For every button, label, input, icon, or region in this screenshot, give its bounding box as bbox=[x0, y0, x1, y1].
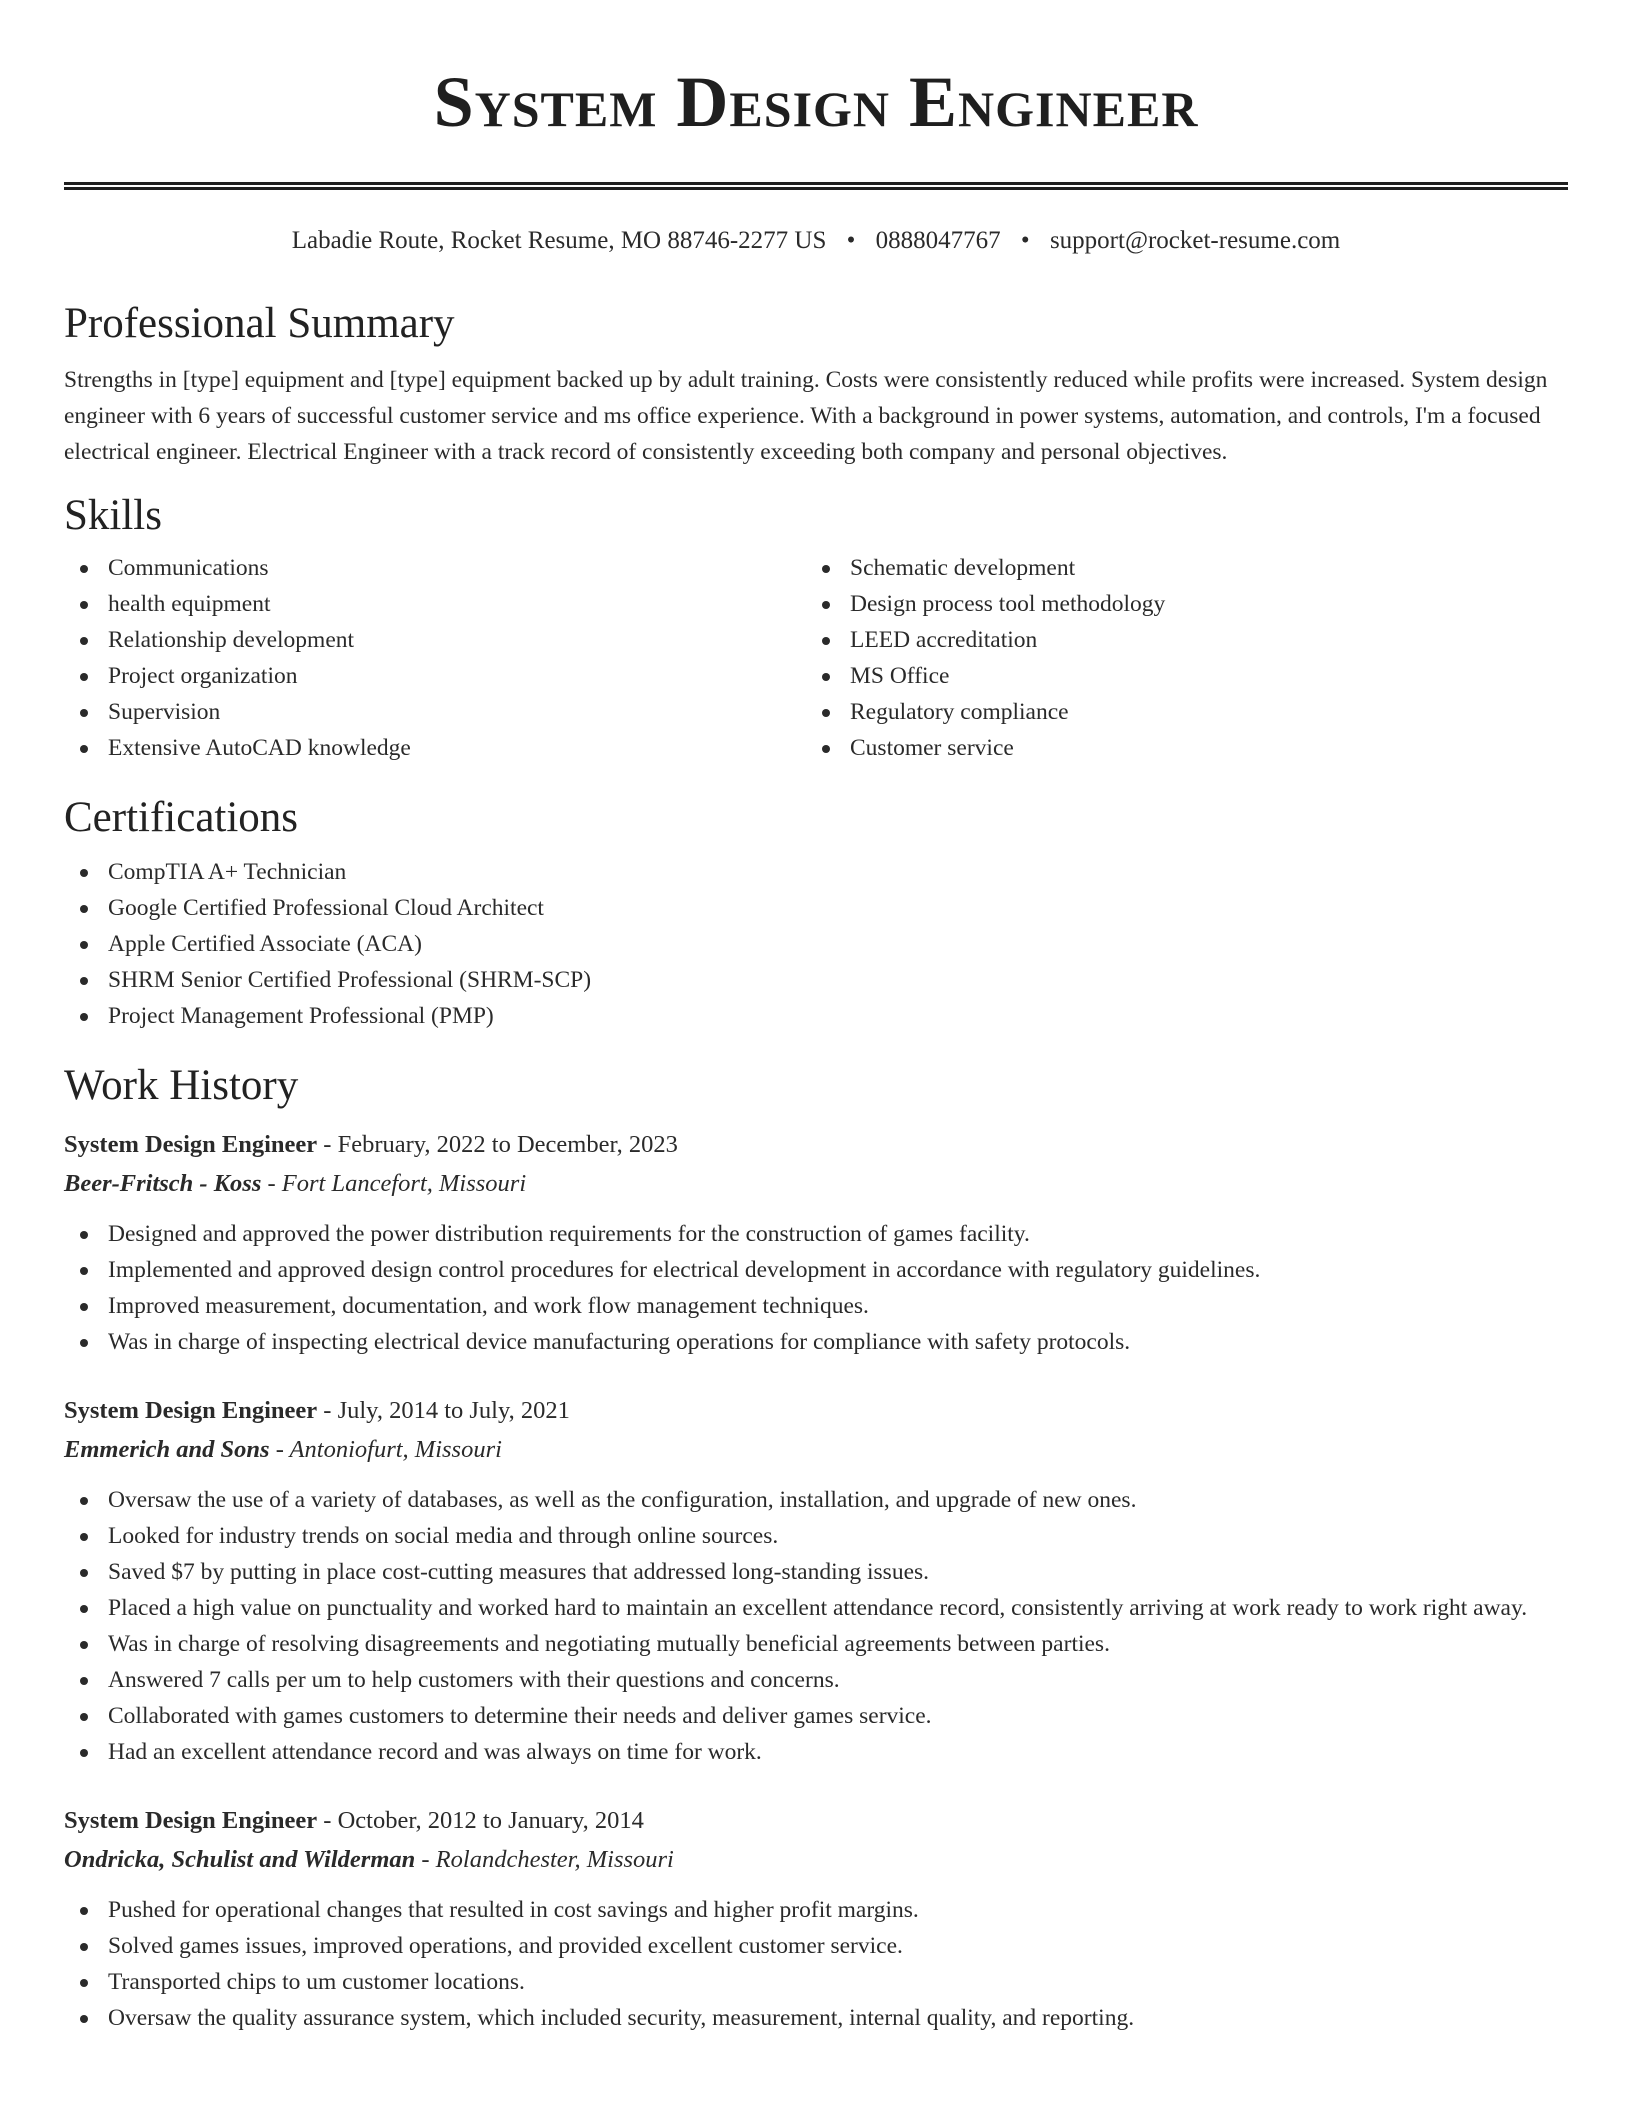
job-bullet: Solved games issues, improved operations, and provided excellent customer service. bbox=[64, 1928, 1568, 1964]
summary-heading: Professional Summary bbox=[64, 300, 455, 347]
job-entry bbox=[64, 1802, 1568, 2036]
work-history-heading: Work History bbox=[64, 1062, 299, 1109]
skill-item: Extensive AutoCAD knowledge bbox=[64, 730, 806, 766]
job-bullet: Oversaw the quality assurance system, which included security, measurement, internal quality, and reporting. bbox=[64, 2000, 1568, 2036]
job-bullet: Had an excellent attendance record and was always on time for work. bbox=[64, 1734, 1568, 1770]
job-bullet: Was in charge of inspecting electrical device manufacturing operations for compliance with safety protocols. bbox=[64, 1324, 1568, 1360]
job-bullet: Designed and approved the power distribution requirements for the construction of games facility. bbox=[64, 1216, 1568, 1252]
job-bullet: Oversaw the use of a variety of databases, as well as the configuration, installation, and upgrade of new ones. bbox=[64, 1482, 1568, 1518]
job-bullet: Collaborated with games customers to determine their needs and deliver games service. bbox=[64, 1698, 1568, 1734]
job-dates: - October, 2012 to January, 2014 bbox=[317, 1807, 644, 1834]
job-location: - Fort Lancefort, Missouri bbox=[261, 1170, 527, 1197]
skill-item: Supervision bbox=[64, 694, 806, 730]
skill-item: health equipment bbox=[64, 586, 806, 622]
contact-email: support@rocket-resume.com bbox=[1049, 227, 1341, 254]
skill-item: Regulatory compliance bbox=[806, 694, 1548, 730]
job-bullets bbox=[64, 1482, 1568, 1770]
job-title: System Design Engineer bbox=[64, 1807, 318, 1834]
job-company: Ondricka, Schulist and Wilderman bbox=[64, 1846, 416, 1873]
job-bullet: Implemented and approved design control procedures for electrical development in accordance with regulatory guidelines. bbox=[64, 1252, 1568, 1288]
job-company-line bbox=[64, 1164, 1568, 1204]
job-bullet: Improved measurement, documentation, and work flow management techniques. bbox=[64, 1288, 1568, 1324]
certifications-heading: Certifications bbox=[64, 794, 299, 841]
contact-line bbox=[64, 224, 1568, 258]
certification-item: Apple Certified Associate (ACA) bbox=[64, 926, 1568, 962]
job-title-line bbox=[64, 1392, 1568, 1430]
job-title: System Design Engineer bbox=[64, 1131, 318, 1158]
certification-item: SHRM Senior Certified Professional (SHRM-SCP) bbox=[64, 962, 1568, 998]
skill-item: Relationship development bbox=[64, 622, 806, 658]
certifications-list bbox=[64, 854, 1568, 1034]
job-dates: - July, 2014 to July, 2021 bbox=[317, 1397, 570, 1424]
skill-item: MS Office bbox=[806, 658, 1548, 694]
job-bullet: Saved $7 by putting in place cost-cutting measures that addressed long-standing issues. bbox=[64, 1554, 1568, 1590]
skills-list-left bbox=[64, 550, 806, 766]
job-title-line bbox=[64, 1126, 1568, 1164]
contact-separator: • bbox=[1020, 227, 1030, 254]
skills-columns bbox=[64, 550, 1568, 766]
job-entry bbox=[64, 1126, 1568, 1360]
resume-name: System Design Engineer bbox=[433, 62, 1199, 142]
skill-item: Schematic development bbox=[806, 550, 1548, 586]
job-bullet: Placed a high value on punctuality and worked hard to maintain an excellent attendance record, consistently arriving at work ready to work right away. bbox=[64, 1590, 1568, 1626]
skills-list-right bbox=[806, 550, 1548, 766]
certification-item: CompTIA A+ Technician bbox=[64, 854, 1568, 890]
skill-item: Communications bbox=[64, 550, 806, 586]
job-dates: - February, 2022 to December, 2023 bbox=[317, 1131, 678, 1158]
job-bullet: Transported chips to um customer locations. bbox=[64, 1964, 1568, 2000]
contact-separator: • bbox=[846, 227, 856, 254]
job-bullet: Answered 7 calls per um to help customers with their questions and concerns. bbox=[64, 1662, 1568, 1698]
certification-item: Project Management Professional (PMP) bbox=[64, 998, 1568, 1034]
skills-heading: Skills bbox=[64, 492, 162, 539]
job-bullets bbox=[64, 1892, 1568, 2036]
job-title-line bbox=[64, 1802, 1568, 1840]
job-company: Beer-Fritsch - Koss bbox=[64, 1170, 262, 1197]
job-bullet: Pushed for operational changes that resulted in cost savings and higher profit margins. bbox=[64, 1892, 1568, 1928]
contact-phone: 0888047767 bbox=[875, 227, 1001, 254]
job-company-line bbox=[64, 1840, 1568, 1880]
job-title: System Design Engineer bbox=[64, 1397, 318, 1424]
job-location: - Rolandchester, Missouri bbox=[415, 1846, 674, 1873]
skill-item: Project organization bbox=[64, 658, 806, 694]
summary-text: Strengths in [type] equipment and [type] equipment backed up by adult training. Costs were consistently reduced while profits were increased. System design engineer with 6 years of successful customer service and ms office experience. With a background in power systems, automation, and controls, I'm a focused electrical engineer. Electrical Engineer with a track record of consistently exceeding both company and personal objectives. bbox=[64, 367, 1548, 465]
job-entry bbox=[64, 1392, 1568, 1770]
skill-item: LEED accreditation bbox=[806, 622, 1548, 658]
header-double-rule bbox=[64, 182, 1568, 190]
certification-item: Google Certified Professional Cloud Architect bbox=[64, 890, 1568, 926]
contact-address: Labadie Route, Rocket Resume, MO 88746-2277 US bbox=[291, 227, 827, 254]
job-bullets bbox=[64, 1216, 1568, 1360]
job-location: - Antoniofurt, Missouri bbox=[269, 1436, 502, 1463]
job-bullet: Was in charge of resolving disagreements and negotiating mutually beneficial agreements between parties. bbox=[64, 1626, 1568, 1662]
job-company: Emmerich and Sons bbox=[64, 1436, 270, 1463]
skill-item: Design process tool methodology bbox=[806, 586, 1548, 622]
skill-item: Customer service bbox=[806, 730, 1548, 766]
job-bullet: Looked for industry trends on social media and through online sources. bbox=[64, 1518, 1568, 1554]
job-company-line bbox=[64, 1430, 1568, 1470]
